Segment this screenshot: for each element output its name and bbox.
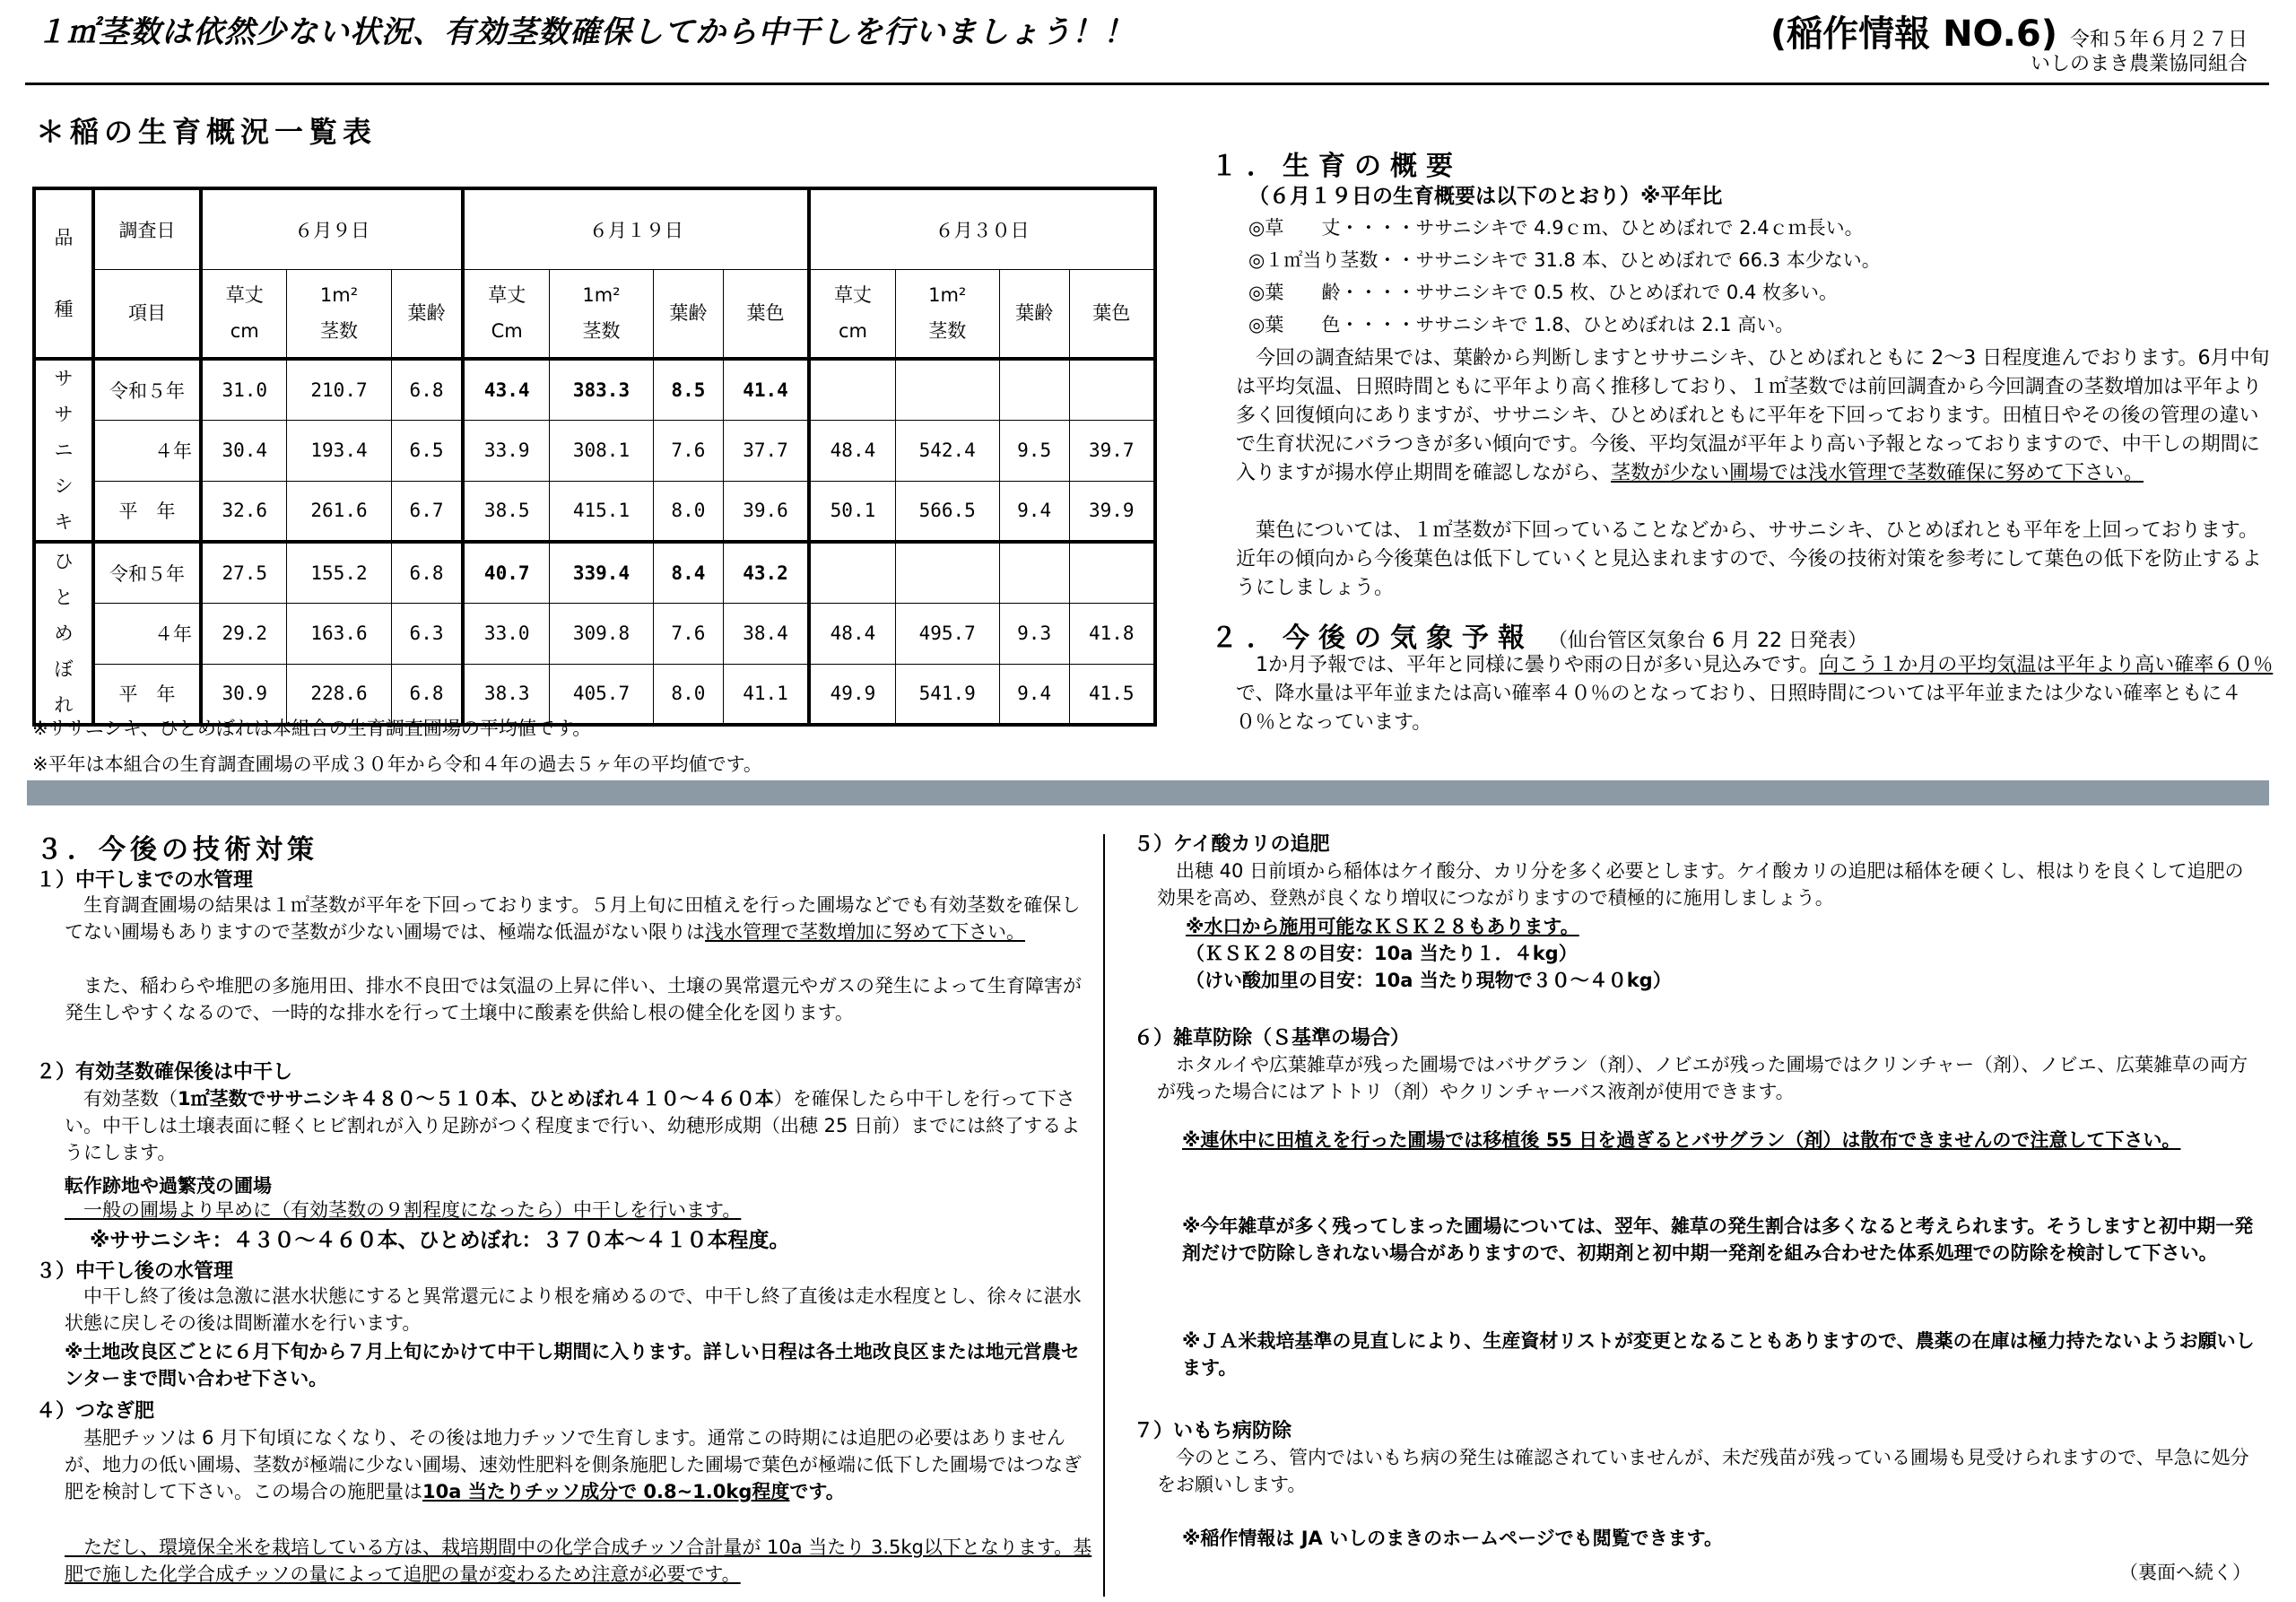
section2-paragraph [1236,651,2274,737]
survey-date-header: 調査日 [93,188,201,269]
item5-paragraph: 出穂 40 日前頃から稲体はケイ酸分、カリ分を多く必要とします。ケイ酸カリの追肥は稲体を硬くし、根はりを良くして追肥の効果を高め、登熟が良くなり増収につながりますので積極的に施用しましょう。 [1157,860,2244,909]
section2-text-underlined: 向こう１か月の平均気温は平年より高い確率６０％ [1819,654,2274,676]
section2-title-text: ２．今後の気象予報 [1211,623,1534,654]
section1-paragraph-1 [1236,344,2274,488]
cell-d1-0: 27.5 [201,542,287,603]
col-header-d2-2: 葉齢 [654,269,724,359]
cell-d1-2: 6.8 [391,664,463,725]
cell-d2-0: 38.3 [463,664,549,725]
section2-text-a: 1か月予報では、平年と同様に曇りや雨の日が多い見込みです。 [1236,654,1820,676]
item2-note: ※ササニシキ：４３０～４６０本、ひとめぼれ：３７０本～４１０本程度。 [90,1229,790,1252]
bullet-leaf-age: ◎葉 齢・・・・ササニシキで 0.5 枚、ひとめぼれで 0.4 枚多い。 [1248,282,1838,303]
cell-d2-3: 39.6 [723,481,809,542]
cell-d3-0 [809,359,895,420]
continued-note: （裏面へ続く） [2119,1562,2251,1583]
cell-d1-1: 228.6 [287,664,391,725]
cell-d3-1 [895,542,999,603]
cell-d1-0: 30.9 [201,664,287,725]
item-header: 項目 [93,269,201,359]
cell-d2-2: 7.6 [654,603,724,664]
item3-paragraph-1: 中干し終了後は急激に湛水状態にすると異常還元により根を痛めるので、中干し終了直後は走水程度とし、徐々に湛水状態に戻しその後は間断灌水を行います。 [65,1285,1082,1334]
cell-d3-1: 542.4 [895,420,999,481]
item2-paragraph-1 [65,1085,1092,1166]
cell-d2-1: 405.7 [549,664,653,725]
section1-text-a: 今回の調査結果では、葉齢から判断しますとササニシキ、ひとめぼれともに 2～3 日程度進んでおります。6月中旬は平均気温、日照時間ともに平年より高く推移しており、１㎡茎数では前回調査から今回調査の茎数増加は平年より多く回復傾向にありますが、ササニシキ、ひとめぼれともに平年を下回っております。田植日やその後の管理の違いで生育状況にバラつきが多い傾向です。今後、平均気温が平年より高い予報となっておりますので、中干しの期間に入りますが揚水停止期間を確認しながら、 [1236,347,2270,484]
row-label: 平 年 [93,664,201,725]
item2-text-c: ）を確保したら中干しを行って下さい。中干しは土壌表面に軽くヒビ割れが入り足跡がつく程度まで行い、幼穂形成期（出穂 25 日前）までには終了するようにします。 [65,1088,1081,1163]
table-row [34,603,1155,664]
cell-d1-1: 210.7 [287,359,391,420]
section1-text-underlined: 茎数が少ない圃場では浅水管理で茎数確保に努めて下さい。 [1611,462,2144,484]
item6-paragraph: ホタルイや広葉雑草が残った圃場ではバサグラン（剤）、ノビエが残った圃場ではクリンチャー（剤）、ノビエ、広葉雑草の両方が残った場合にはアトトリ（剤）やクリンチャーバス液剤が使用できます。 [1157,1054,2248,1102]
table-row [34,420,1155,481]
cell-d1-0: 32.6 [201,481,287,542]
table-note-2: ※平年は本組合の生育調査圃場の平成３０年から令和４年の過去５ヶ年の平均値です。 [32,753,762,775]
section2-text-b: で、降水量は平年並または高い確率４０％のとなっており、日照時間については平年並または少ない確率ともに４０％となっています。 [1236,683,2242,734]
cell-d1-0: 29.2 [201,603,287,664]
item1-text-underlined: 浅水管理で茎数増加に努めて下さい。 [705,921,1025,943]
cell-d1-1: 163.6 [287,603,391,664]
cell-d3-3: 39.9 [1069,481,1155,542]
cell-d3-3: 41.5 [1069,664,1155,725]
section1-subtitle: （６月１９日の生育概要は以下のとおり）※平年比 [1248,185,1723,208]
variety-name: サ サ ニ シ キ [54,368,74,533]
cell-d2-2: 8.5 [654,359,724,420]
variety-cell [34,359,93,542]
item7-paragraph: 今のところ、管内ではいもち病の発生は確認されていませんが、未だ残苗が残っている圃場も見受けられますので、早急に処分をお願いします。 [1157,1447,2249,1495]
bullet-leaf-color: ◎葉 色・・・・ササニシキで 1.8、ひとめぼれは 2.1 高い。 [1248,314,1795,335]
row-label: 平 年 [93,481,201,542]
cell-d1-0: 30.4 [201,420,287,481]
cell-d1-2: 6.5 [391,420,463,481]
item6-note-3: ※ＪＡ米栽培基準の見直しにより、生産資材リストが変更となることもありますので、農薬の在庫は極力持たないようお願いします。 [1182,1330,2255,1379]
cell-d3-1 [895,359,999,420]
cell-d2-0: 33.9 [463,420,549,481]
item1-heading: １）中干しまでの水管理 [36,869,254,892]
overview-title: ＊稲の生育概況一覧表 [36,115,378,149]
cell-d3-2 [999,542,1069,603]
cell-d3-2: 9.3 [999,603,1069,664]
cell-d2-0: 33.0 [463,603,549,664]
col-header-d2-3: 葉色 [723,269,809,359]
cell-d2-3: 41.4 [723,359,809,420]
cell-d2-1: 339.4 [549,542,653,603]
col-header-d2-0: 草丈 Cm [463,269,549,359]
item2-paragraph-2: 一般の圃場より早めに（有効茎数の９割程度になったら）中干しを行います。 [65,1199,742,1221]
cell-d2-1: 308.1 [549,420,653,481]
item5-note-3: （けい酸加里の目安：10a 当たり現物で３０～４０kg） [1186,970,1672,991]
table-row [34,542,1155,603]
col-header-d3-3: 葉色 [1069,269,1155,359]
date-header-3: ６月３０日 [809,188,1155,269]
item4-text-c: です。 [789,1481,845,1502]
item7-heading: ７）いもち病防除 [1134,1420,1292,1442]
homepage-note: ※稲作情報は JA いしのまきのホームページでも閲覧できます。 [1182,1528,1724,1549]
date-header-1: ６月９日 [201,188,463,269]
variety-name: ひ と め ぼ れ [54,551,74,716]
item4-paragraph-1 [65,1424,1092,1505]
item2-heading: ２）有効茎数確保後は中干し [36,1061,293,1084]
col-header-d1-0: 草丈 cm [201,269,287,359]
cell-d3-3: 41.8 [1069,603,1155,664]
item2-text-bold: 1㎡茎数でササニシキ４８０～５１０本、ひとめぼれ４１０～４６０本 [178,1088,774,1110]
row-label: 令和５年 [93,542,201,603]
cell-d3-2 [999,359,1069,420]
item5-note-1: ※水口から施用可能なＫＳＫ２８もあります。 [1186,916,1579,937]
cell-d2-2: 8.4 [654,542,724,603]
cell-d2-2: 8.0 [654,481,724,542]
row-label: ４年 [93,420,201,481]
bullet-stem-count: ◎１㎡当り茎数・・ササニシキで 31.8 本、ひとめぼれで 66.3 本少ない。 [1248,249,1881,271]
item4-heading: ４）つなぎ肥 [36,1400,155,1423]
item4-text-underlined: 10a 当たりチッソ成分で 0.8~1.0kg程度 [422,1481,790,1502]
cell-d2-2: 8.0 [654,664,724,725]
row-label: ４年 [93,603,201,664]
item1-text-a: 生育調査圃場の結果は１㎡茎数が平年を下回っております。５月上旬に田植えを行った圃場などでも有効茎数を確保してない圃場もありますので茎数が少ない圃場では、極端な低温がない限りは [65,894,1081,943]
cell-d1-1: 155.2 [287,542,391,603]
variety-header-text: 品 種 [54,227,74,320]
item1-paragraph-2: また、稲わらや堆肥の多施用田、排水不良田では気温の上昇に伴い、土壌の異常還元やガスの発生によって生育障害が発生しやすくなるので、一時的な排水を行って土壌中に酸素を供給し根の健全化を図ります。 [65,975,1082,1023]
forecast-source: （仙台管区気象台 6 月 22 日発表） [1548,630,1867,652]
growth-table [32,187,1157,727]
cell-d1-2: 6.7 [391,481,463,542]
item2-subheading: 転作跡地や過繁茂の圃場 [65,1175,272,1197]
cell-d2-2: 7.6 [654,420,724,481]
cell-d2-1: 415.1 [549,481,653,542]
organization-name: いしのまき農業協同組合 [2030,53,2248,75]
cell-d1-2: 6.8 [391,359,463,420]
cell-d2-3: 38.4 [723,603,809,664]
item6-note-2: ※今年雑草が多く残ってしまった圃場については、翌年、雑草の発生割合は多くなると考えられます。そうしますと初中期一発剤だけで防除しきれない場合がありますので、初期剤と初中期一発剤を組み合わせた体系処理での防除を検討して下さい。 [1182,1215,2254,1264]
date-header-2: ６月１９日 [463,188,809,269]
item5-note-2: （ＫＳＫ２８の目安：10a 当たり１．４kg） [1186,943,1578,964]
table-row [34,359,1155,420]
section1-title: １．生育の概要 [1211,151,1462,182]
cell-d3-0: 48.4 [809,603,895,664]
item2-text-a: 有効茎数（ [65,1088,178,1110]
col-header-d1-1: 1m² 茎数 [287,269,391,359]
cell-d3-1: 495.7 [895,603,999,664]
item3-note: ※土地改良区ごとに６月下旬から７月上旬にかけて中干し期間に入ります。詳しい日程は各土地改良区または地元営農センターまで問い合わせ下さい。 [65,1341,1080,1389]
cell-d2-3: 37.7 [723,420,809,481]
item4-paragraph-2: ただし、環境保全米を栽培している方は、栽培期間中の化学合成チッソ合計量が 10a 当たり 3.5kg以下となります。基肥で施した化学合成チッソの量によって追肥の量が変わるため注意が必要です。 [65,1537,1092,1585]
section2-title [1211,615,1867,655]
section-divider-band [27,780,2269,805]
cell-d2-0: 43.4 [463,359,549,420]
cell-d3-0: 50.1 [809,481,895,542]
col-header-d1-2: 葉齢 [391,269,463,359]
cell-d3-3 [1069,359,1155,420]
item1-paragraph-1 [65,892,1092,945]
col-header-d3-2: 葉齢 [999,269,1069,359]
item4-text-a: 基肥チッソは 6 月下旬頃になくなり、その後は地力チッソで生育します。通常この時期には追肥の必要はありませんが、地力の低い圃場、茎数が極端に少ない圃場、速効性肥料を側条施肥した圃場で葉色が極端に低下した圃場ではつなぎ肥を検討して下さい。この場合の施肥量は [65,1427,1082,1502]
cell-d2-1: 309.8 [549,603,653,664]
cell-d3-2: 9.4 [999,481,1069,542]
cell-d2-3: 41.1 [723,664,809,725]
cell-d3-2: 9.5 [999,420,1069,481]
cell-d3-0: 48.4 [809,420,895,481]
cell-d2-1: 383.3 [549,359,653,420]
issue-date: 令和５年６月２７日 [2069,29,2248,51]
table-row [34,481,1155,542]
cell-d3-3: 39.7 [1069,420,1155,481]
variety-header [34,188,93,359]
item3-heading: ３）中干し後の水管理 [36,1260,234,1283]
item6-note-1: ※連休中に田植えを行った圃場では移植後 55 日を過ぎるとバサグラン（剤）は散布できませんので注意して下さい。 [1182,1129,2181,1151]
cell-d1-1: 261.6 [287,481,391,542]
variety-cell [34,542,93,725]
item5-heading: ５）ケイ酸カリの追肥 [1134,833,1330,856]
cell-d1-0: 31.0 [201,359,287,420]
cell-d2-3: 43.2 [723,542,809,603]
cell-d3-0: 49.9 [809,664,895,725]
row-label: 令和５年 [93,359,201,420]
cell-d1-2: 6.3 [391,603,463,664]
item6-heading: ６）雑草防除（Ｓ基準の場合） [1134,1027,1411,1049]
headline: １㎡茎数は依然少ない状況、有効茎数確保してから中干しを行いましょう！！ [36,14,1135,50]
cell-d2-0: 38.5 [463,481,549,542]
cell-d3-0 [809,542,895,603]
section1-paragraph-2: 葉色については、１㎡茎数が下回っていることなどから、ササニシキ、ひとめぼれとも平年を上回っております。近年の傾向から今後葉色は低下していくと見込まれますので、今後の技術対策を参考にして葉色の低下を防止するようにしましょう。 [1236,519,2262,599]
cell-d1-2: 6.8 [391,542,463,603]
cell-d1-1: 193.4 [287,420,391,481]
section3-title: ３．今後の技術対策 [36,834,318,866]
table-note-1: ※ササニシキ、ひとめぼれは本組合の生育調査圃場の平均値です。 [32,718,592,739]
header-divider [25,83,2269,85]
issue-number: (稲作情報 NO.6) [1770,13,2057,55]
col-header-d3-0: 草丈 cm [809,269,895,359]
bullet-plant-height: ◎草 丈・・・・ササニシキで 4.9ｃｍ、ひとめぼれで 2.4ｃｍ長い。 [1248,217,1864,239]
cell-d3-1: 566.5 [895,481,999,542]
column-divider [1103,834,1105,1597]
cell-d3-2: 9.4 [999,664,1069,725]
cell-d3-3 [1069,542,1155,603]
col-header-d3-1: 1m² 茎数 [895,269,999,359]
cell-d2-0: 40.7 [463,542,549,603]
cell-d3-1: 541.9 [895,664,999,725]
col-header-d2-1: 1m² 茎数 [549,269,653,359]
